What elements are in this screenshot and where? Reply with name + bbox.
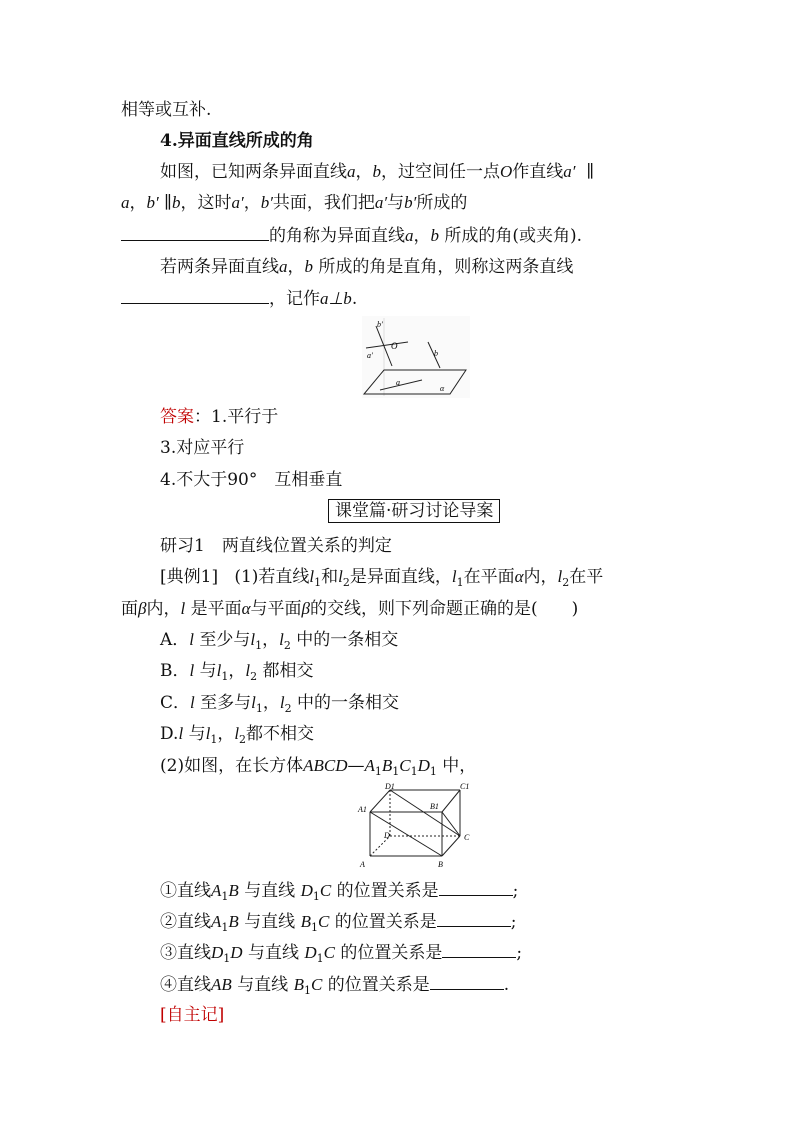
paragraph-line-3 bbox=[121, 224, 582, 247]
text: 与 bbox=[188, 724, 206, 744]
text: ，这时 bbox=[180, 193, 232, 213]
text: ， bbox=[287, 257, 305, 277]
text: 和 bbox=[321, 567, 339, 587]
label-D1: D1 bbox=[385, 782, 395, 791]
label-B: B bbox=[438, 860, 443, 869]
var-l: l bbox=[309, 567, 315, 586]
text: 中的一条相交 bbox=[296, 630, 399, 650]
text: 的角称为异面直线 bbox=[269, 226, 405, 246]
question-2-intro: (2)如图，在长方体$ABCD—A_1B_1C_1D_1$ 中， bbox=[160, 756, 477, 778]
sub-question-2: ②直线$A_1B$ 与直线 $B_1C$ 的位置关系是 ; bbox=[160, 912, 517, 934]
answer-1: 1.平行于 bbox=[211, 407, 279, 427]
diag-A1B bbox=[370, 812, 442, 856]
example-label: [典例1] bbox=[160, 567, 219, 587]
text: ， bbox=[262, 630, 280, 650]
option-b[interactable]: B．l 与$l_1$，$l_2$ 都相交 bbox=[160, 661, 314, 683]
text: ， bbox=[243, 193, 261, 213]
text: ; bbox=[516, 943, 523, 963]
label-C: C bbox=[464, 833, 470, 842]
var-l: l bbox=[338, 567, 343, 586]
text: ， bbox=[355, 162, 373, 182]
option-a[interactable]: A．l 至少与$l_1$，$l_2$ 中的一条相交 bbox=[160, 630, 399, 652]
answer-4: 4.不大于90° 互相垂直 bbox=[160, 470, 343, 490]
paragraph-line-5 bbox=[121, 287, 357, 310]
var-a-prime: a′ bbox=[563, 162, 576, 181]
text: 至少与 bbox=[199, 630, 251, 650]
answers-label: 答案 bbox=[160, 407, 194, 427]
fill-blank[interactable] bbox=[430, 973, 504, 990]
var-b-prime: b′ bbox=[260, 193, 273, 212]
diag-D1C bbox=[390, 790, 460, 836]
var-l: l bbox=[180, 599, 186, 618]
label-A1: A1 bbox=[358, 805, 367, 814]
option-letter: D. bbox=[160, 724, 179, 744]
answers-line-1 bbox=[160, 406, 278, 428]
var-l: l bbox=[189, 661, 195, 680]
text: 所成的角(或夹角). bbox=[444, 226, 583, 246]
text: 与平面 bbox=[250, 599, 302, 619]
section-heading-text: 课堂篇·研习讨论导案 bbox=[328, 499, 500, 523]
fill-blank[interactable] bbox=[439, 879, 513, 896]
var-l: l bbox=[178, 724, 184, 743]
var-l: l bbox=[557, 567, 563, 586]
var-alpha: α bbox=[241, 599, 251, 618]
var-l: l bbox=[190, 693, 195, 712]
continued-text: 相等或互补. bbox=[121, 100, 212, 120]
var-a-prime: a′ bbox=[231, 193, 244, 212]
text: 内， bbox=[523, 567, 558, 587]
question-1-line-2 bbox=[121, 598, 578, 620]
var-a: a bbox=[279, 257, 288, 276]
section-title-text: 4.异面直线所成的角 bbox=[160, 131, 314, 151]
var-beta: β bbox=[138, 599, 147, 618]
text: 的位置关系是 bbox=[336, 881, 439, 901]
text: 的位置关系是 bbox=[340, 943, 443, 963]
text: 中， bbox=[442, 756, 477, 776]
var-l: l bbox=[205, 724, 211, 743]
paragraph-line-2 bbox=[121, 192, 467, 214]
var-l: l bbox=[251, 693, 256, 712]
text: 的位置关系是 bbox=[334, 912, 437, 932]
var-b-prime: b′ bbox=[146, 193, 159, 212]
text: — bbox=[347, 756, 365, 776]
fill-blank[interactable] bbox=[121, 224, 269, 241]
var-a: a bbox=[347, 162, 356, 181]
var-b: b bbox=[171, 193, 181, 212]
text: ②直线 bbox=[160, 912, 211, 932]
diag-B1C bbox=[442, 812, 460, 836]
text: ， bbox=[217, 724, 235, 744]
text: 都相交 bbox=[262, 661, 314, 681]
paragraph-line-1 bbox=[160, 161, 594, 183]
text: 内， bbox=[146, 599, 181, 619]
text: 如图，已知两条异面直线 bbox=[160, 162, 347, 182]
text: 的交线，则下列命题正确的是( ) bbox=[310, 599, 579, 619]
text: ①直线 bbox=[160, 881, 211, 901]
text: ③直线 bbox=[160, 943, 211, 963]
text: 与直线 bbox=[244, 912, 296, 932]
edge-B1C1 bbox=[442, 790, 460, 812]
fill-blank[interactable] bbox=[442, 941, 516, 958]
text: . bbox=[351, 289, 358, 309]
var-l: l bbox=[451, 567, 457, 586]
label-alpha: α bbox=[440, 384, 445, 393]
text: (2)如图，在长方体 bbox=[160, 756, 304, 776]
option-letter: B． bbox=[160, 661, 190, 681]
text: 与直线 bbox=[247, 943, 299, 963]
text: 若两条异面直线 bbox=[160, 257, 279, 277]
text: ， bbox=[228, 661, 246, 681]
answers-line-3 bbox=[160, 437, 244, 459]
var-l: l bbox=[279, 693, 285, 712]
label-b-prime: b′ bbox=[377, 320, 383, 329]
var-l: l bbox=[245, 661, 251, 680]
var-l: l bbox=[279, 630, 284, 649]
paragraph-line-4 bbox=[160, 256, 573, 278]
text: (1)若直线 bbox=[234, 567, 310, 587]
answer-3: 3.对应平行 bbox=[160, 438, 245, 458]
var-l: l bbox=[216, 661, 222, 680]
text: 所成的角是直角，则称这两条直线 bbox=[318, 257, 574, 277]
text: ，过空间任一点 bbox=[381, 162, 500, 182]
fill-blank[interactable] bbox=[437, 910, 511, 927]
sub-question-4: ④直线AB 与直线 $B_1C$ 的位置关系是 . bbox=[160, 975, 510, 997]
label-a: a bbox=[396, 378, 400, 387]
var-l: l bbox=[234, 724, 240, 743]
text: 都不相交 bbox=[246, 724, 315, 744]
text: ， bbox=[413, 226, 431, 246]
text: 中的一条相交 bbox=[297, 693, 400, 713]
var-b: b bbox=[430, 226, 439, 245]
var-alpha: α bbox=[514, 567, 524, 586]
text: 至多与 bbox=[200, 693, 252, 713]
var-b: b bbox=[372, 162, 381, 181]
label-D: D bbox=[384, 831, 390, 840]
text: ，记作 bbox=[269, 289, 320, 309]
text: 与 bbox=[199, 661, 217, 681]
text: ④直线 bbox=[160, 975, 211, 995]
text: 所成的 bbox=[416, 193, 468, 213]
edge-A1D1 bbox=[370, 790, 390, 812]
var-b: b bbox=[304, 257, 313, 276]
label-C1: C1 bbox=[460, 782, 470, 791]
sub-question-1: ①直线$A_1B$ 与直线 $D_1C$ 的位置关系是 ; bbox=[160, 881, 519, 903]
math-expression: a⊥b bbox=[320, 289, 352, 308]
study-title bbox=[160, 535, 392, 557]
text: 作直线 bbox=[512, 162, 564, 182]
self-note-text: [自主记] bbox=[160, 1005, 225, 1025]
text: ： bbox=[194, 407, 211, 427]
section-heading bbox=[328, 500, 500, 522]
label-B1: B1 bbox=[430, 802, 439, 811]
var-O: O bbox=[500, 162, 513, 181]
text: 共面，我们把 bbox=[272, 193, 375, 213]
text: ， bbox=[129, 193, 147, 213]
parallel-sign: ∥ bbox=[586, 162, 595, 182]
text: ; bbox=[510, 912, 517, 932]
text: 与直线 bbox=[237, 975, 289, 995]
var-a-prime: a′ bbox=[374, 193, 388, 212]
text: 与直线 bbox=[244, 881, 296, 901]
text: 与 bbox=[387, 193, 405, 213]
math-ABCD: ABCD bbox=[303, 756, 348, 775]
option-c[interactable]: C．l 至多与$l_1$，$l_2$ 中的一条相交 bbox=[160, 693, 400, 715]
edge-BC bbox=[442, 836, 460, 856]
label-b: b bbox=[434, 349, 438, 358]
var-a: a bbox=[405, 226, 414, 245]
option-letter: C． bbox=[160, 693, 191, 713]
label-a-prime: a′ bbox=[367, 351, 373, 360]
text: 是平面 bbox=[190, 599, 242, 619]
option-d[interactable]: D.l 与$l_1$，$l_2$都不相交 bbox=[160, 724, 315, 746]
text: ， bbox=[262, 693, 280, 713]
var-beta: β bbox=[301, 599, 311, 618]
text: ; bbox=[512, 881, 519, 901]
text: 的位置关系是 bbox=[327, 975, 430, 995]
text: 在平面 bbox=[463, 567, 515, 587]
fill-blank[interactable] bbox=[121, 287, 269, 304]
cuboid-figure bbox=[356, 782, 478, 870]
text: . bbox=[503, 975, 510, 995]
answers-line-4 bbox=[160, 469, 342, 491]
text: 在平 bbox=[569, 567, 604, 587]
var-b-prime: b′ bbox=[404, 193, 417, 212]
text: 是异面直线， bbox=[349, 567, 452, 587]
text: 面 bbox=[121, 599, 138, 619]
option-letter: A． bbox=[160, 630, 190, 650]
label-O: O bbox=[391, 341, 398, 351]
question-1-line-1: [典例1] (1)若直线$l_1$和$l_2$是异面直线，$l_1$在平面α内，$l_2$在平 bbox=[160, 567, 604, 589]
parallel-sign: ∥ bbox=[164, 193, 172, 213]
var-l: l bbox=[189, 630, 195, 649]
var-a: a bbox=[121, 193, 130, 212]
study-title-text: 研习1 两直线位置关系的判定 bbox=[160, 536, 392, 556]
section-4-title bbox=[160, 130, 314, 152]
var-l: l bbox=[250, 630, 256, 649]
sub-question-3: ③直线$D_1D$ 与直线 $D_1C$ 的位置关系是 ; bbox=[160, 943, 523, 965]
skew-lines-figure bbox=[362, 316, 470, 398]
text-line-1 bbox=[121, 99, 211, 121]
self-note-label bbox=[160, 1004, 224, 1026]
label-A: A bbox=[360, 860, 365, 869]
